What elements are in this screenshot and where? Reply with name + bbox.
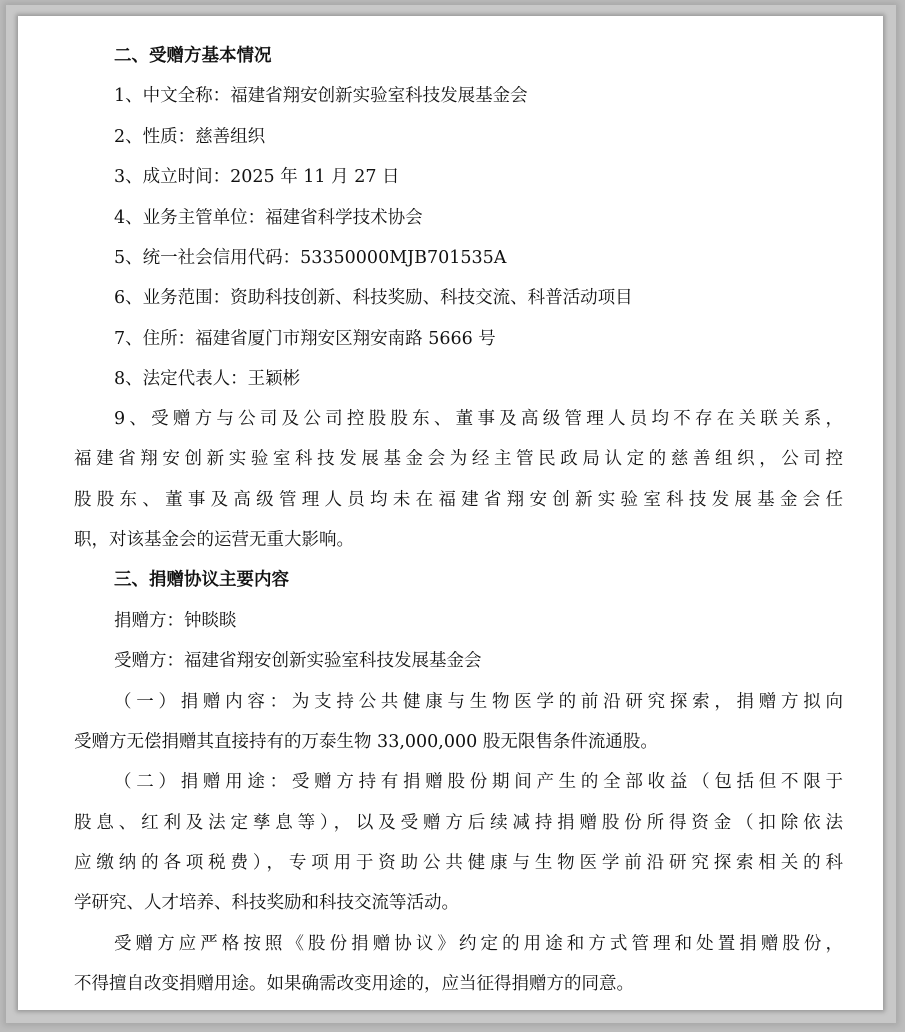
item-business-scope: 6、业务范围：资助科技创新、科技奖励、科技交流、科普活动项目 bbox=[114, 288, 633, 308]
item9-line-4: 职，对该基金会的运营无重大影响。 bbox=[74, 530, 354, 550]
item9-line-1: 9、受赠方与公司及公司控股股东、董事及高级管理人员均不存在关联关系， bbox=[114, 409, 843, 429]
document-page bbox=[18, 16, 883, 1010]
item-supervisor: 4、业务主管单位：福建省科学技术协会 bbox=[114, 208, 423, 228]
item-address: 7、住所：福建省厦门市翔安区翔安南路 5666 号 bbox=[114, 329, 496, 349]
item9-line-3: 股股东、董事及高级管理人员均未在福建省翔安创新实验室科技发展基金会任 bbox=[74, 490, 843, 510]
item-nature: 2、性质：慈善组织 bbox=[114, 127, 266, 147]
management-line-1: 受赠方应严格按照《股份捐赠协议》约定的用途和方式管理和处置捐赠股份， bbox=[114, 934, 843, 954]
content-line-1: （一）捐赠内容：为支持公共健康与生物医学的前沿研究探索，捐赠方拟向 bbox=[114, 692, 843, 712]
item-established-date: 3、成立时间：2025 年 11 月 27 日 bbox=[114, 167, 400, 187]
management-line-2: 不得擅自改变捐赠用途。如果确需改变用途的，应当征得捐赠方的同意。 bbox=[74, 974, 634, 994]
recipient-line: 受赠方：福建省翔安创新实验室科技发展基金会 bbox=[114, 651, 482, 671]
item9-line-2: 福建省翔安创新实验室科技发展基金会为经主管民政局认定的慈善组织，公司控 bbox=[74, 449, 843, 469]
donor-line: 捐赠方：钟睒睒 bbox=[114, 611, 237, 631]
item-legal-rep: 8、法定代表人：王颖彬 bbox=[114, 369, 301, 389]
usage-line-2: 股息、红利及法定孳息等），以及受赠方后续减持捐赠股份所得资金（扣除依法 bbox=[74, 813, 843, 833]
usage-line-3: 应缴纳的各项税费），专项用于资助公共健康与生物医学前沿研究探索相关的科 bbox=[74, 853, 843, 873]
section-3-heading: 三、捐赠协议主要内容 bbox=[114, 570, 289, 590]
usage-line-4: 学研究、人才培养、科技奖励和科技交流等活动。 bbox=[74, 893, 459, 913]
section-2-heading: 二、受赠方基本情况 bbox=[114, 46, 272, 66]
item-chinese-name: 1、中文全称：福建省翔安创新实验室科技发展基金会 bbox=[114, 86, 528, 106]
page-frame bbox=[6, 5, 896, 1023]
usage-line-1: （二）捐赠用途：受赠方持有捐赠股份期间产生的全部收益（包括但不限于 bbox=[114, 772, 843, 792]
item-credit-code: 5、统一社会信用代码：53350000MJB701535A bbox=[114, 248, 507, 268]
content-line-2: 受赠方无偿捐赠其直接持有的万泰生物 33,000,000 股无限售条件流通股。 bbox=[74, 732, 658, 752]
